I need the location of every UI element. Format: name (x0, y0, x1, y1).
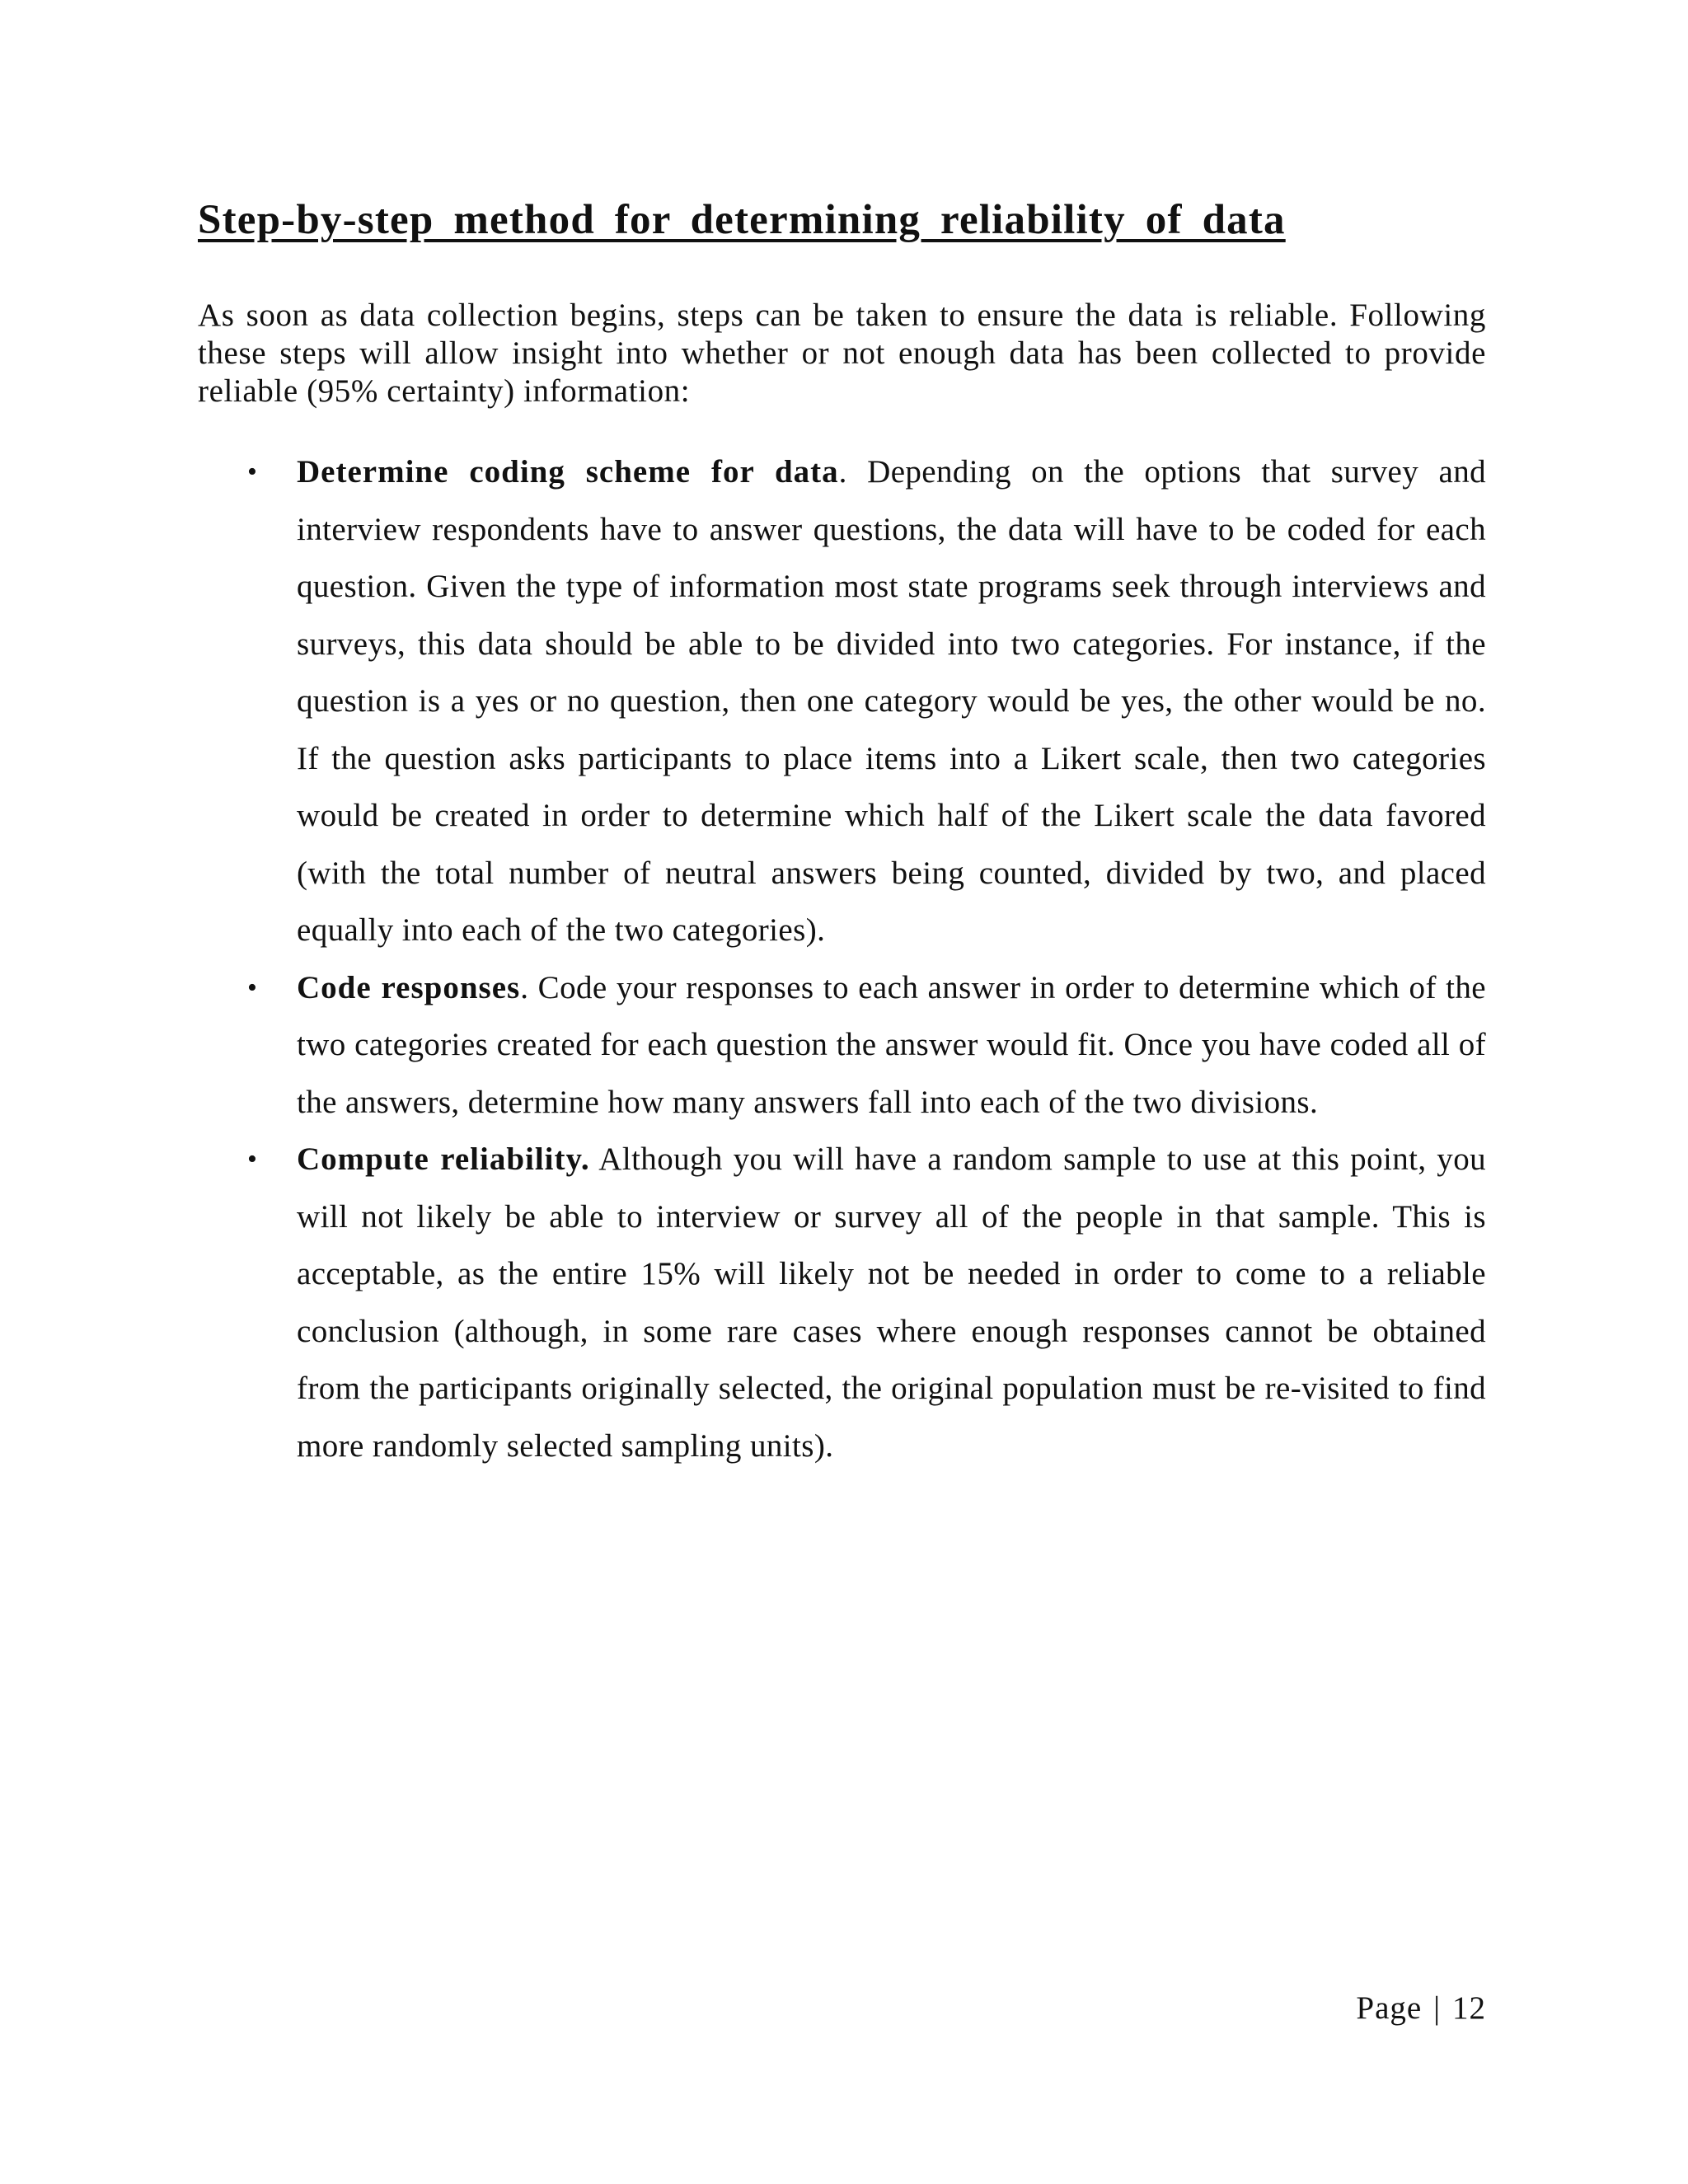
step-item-coding-scheme (198, 443, 1486, 959)
step-item-compute-reliability (198, 1131, 1486, 1474)
page-footer (1356, 1990, 1486, 2027)
step-title: Code responses (297, 969, 521, 1005)
bullet-icon: • (247, 972, 258, 1003)
step-title-punctuation: . (838, 454, 847, 490)
step-body: Depending on the options that survey and interview respondents have to answer questions, the data will have to be coded for each question. Given the type of information most state programs seek through interviews and surveys, this data should be able to be divided into two categories. For instance, if the question is a yes or no question, then one category would be yes, the other would be no. If the question asks participants to place items into a Likert scale, then two categories would be created in order to determine which half of the Likert scale the data favored (with the total number of neutral answers being counted, divided by two, and placed equally into each of the two categories). (297, 454, 1486, 948)
step-body: Although you will have a random sample to use at this point, you will not likely be able to interview or survey all of the people in that sample. This is acceptable, as the entire 15% will likely not be needed in order to come to a reliable conclusion (although, in some rare cases where enough responses cannot be obtained from the participants originally selected, the original population must be re-visited to find more randomly selected sampling units). (297, 1141, 1486, 1464)
page-number: 12 (1452, 1990, 1486, 2026)
page-separator: | (1433, 1990, 1441, 2026)
step-body: Code your responses to each answer in order to determine which of the two categories created for each question the answer would fit. Once you have coded all of the answers, determine how many answers fall into each of the two divisions. (297, 969, 1486, 1120)
steps-list (198, 443, 1486, 1474)
step-title-punctuation: . (520, 969, 529, 1005)
step-title: Compute reliability. (297, 1141, 590, 1177)
step-title: Determine coding scheme for data (297, 454, 839, 490)
intro-paragraph: As soon as data collection begins, steps can be taken to ensure the data is reliable. Following these steps will allow insight into whether or not enough data has been collected to provide reliable (95% certainty) information: (198, 298, 1486, 409)
page-label: Page (1356, 1990, 1423, 2026)
page-heading: Step-by-step method for determining reliability of data (198, 197, 1286, 243)
step-item-code-responses (198, 959, 1486, 1132)
bullet-icon: • (247, 457, 258, 487)
bullet-icon: • (247, 1144, 258, 1174)
